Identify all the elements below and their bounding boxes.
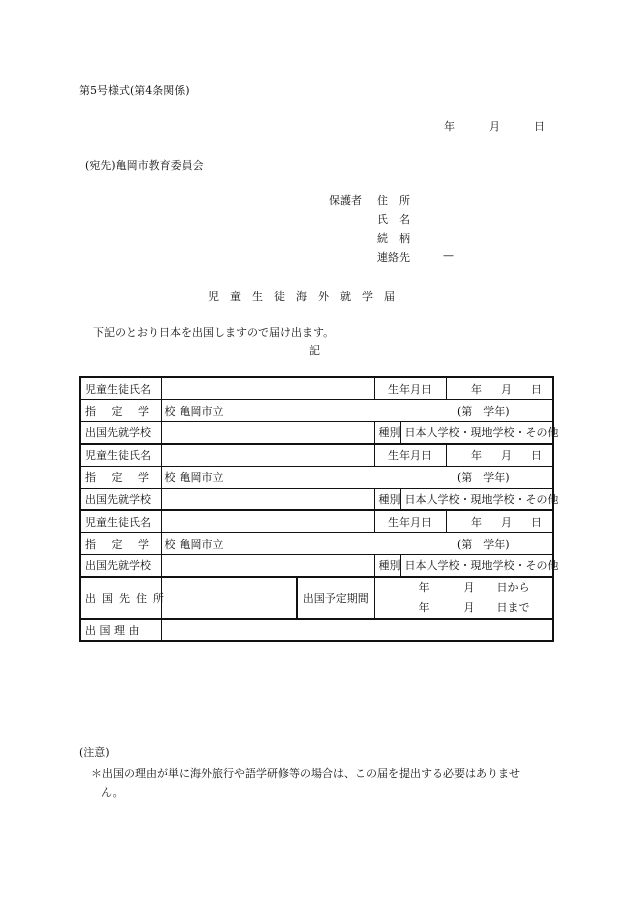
type-label: 種別 bbox=[374, 488, 400, 510]
guardian-name-label: 氏 名 bbox=[377, 213, 410, 226]
student-name-label: 児童生徒氏名 bbox=[80, 377, 161, 400]
grade-field: (第 学年) bbox=[457, 537, 510, 551]
form-number: 第5号様式(第4条関係) bbox=[79, 84, 190, 97]
period-to-suffix: 日まで bbox=[496, 600, 530, 614]
student-2-name-row bbox=[80, 444, 553, 467]
designated-school-label: 指 定 学 校 bbox=[80, 466, 161, 488]
reason-row bbox=[80, 619, 553, 641]
guardian-heading: 保護者 bbox=[329, 194, 362, 207]
student-name-label: 児童生徒氏名 bbox=[80, 444, 161, 467]
student-2-school-row bbox=[80, 466, 553, 488]
departure-period-field[interactable] bbox=[374, 577, 553, 619]
student-3-dest-row bbox=[80, 555, 553, 577]
date-line: 年 月 日 bbox=[444, 120, 549, 133]
type-label: 種別 bbox=[374, 422, 400, 444]
notes-line-2: ん。 bbox=[101, 786, 124, 799]
dob-field[interactable]: 年 月 日 bbox=[471, 382, 546, 396]
dest-school-field[interactable] bbox=[161, 422, 374, 444]
guardian-contact-label: 連絡先 bbox=[377, 251, 410, 264]
dest-school-label: 出国先就学校 bbox=[80, 488, 161, 510]
notes-heading: (注意) bbox=[79, 746, 110, 759]
student-name-label: 児童生徒氏名 bbox=[80, 510, 161, 533]
student-1-dest-row bbox=[80, 422, 553, 444]
type-options[interactable]: 日本人学校・現地学校・その他 bbox=[400, 488, 553, 510]
student-name-field[interactable] bbox=[161, 510, 374, 533]
dob-field[interactable]: 年 月 日 bbox=[471, 515, 546, 529]
dest-school-field[interactable] bbox=[161, 488, 374, 510]
type-options[interactable]: 日本人学校・現地学校・その他 bbox=[400, 555, 553, 577]
student-3-name-row bbox=[80, 510, 553, 533]
student-name-field[interactable] bbox=[161, 377, 374, 400]
designated-school-label: 指 定 学 校 bbox=[80, 400, 161, 422]
dob-field[interactable]: 年 月 日 bbox=[471, 449, 546, 462]
guardian-relation-label: 続 柄 bbox=[377, 232, 410, 245]
notes-line-1: ＊出国の理由が単に海外旅行や語学研修等の場合は、この届を提出する必要はありませ bbox=[91, 767, 520, 780]
departure-row bbox=[80, 577, 553, 619]
addressee: (宛先)亀岡市教育委員会 bbox=[85, 159, 204, 172]
period-to-year: 年 bbox=[418, 600, 430, 614]
period-to-month: 月 bbox=[463, 600, 475, 614]
departure-reason-field[interactable] bbox=[161, 619, 553, 641]
student-1-school-row bbox=[80, 400, 553, 422]
departure-period-label: 出国予定期間 bbox=[297, 577, 374, 619]
dob-label: 生年月日 bbox=[375, 445, 447, 466]
designated-school-value: 亀岡市立 bbox=[179, 537, 224, 551]
period-from-year: 年 bbox=[418, 580, 430, 594]
period-from-suffix: 日から bbox=[496, 580, 530, 594]
designated-school-value: 亀岡市立 bbox=[179, 471, 224, 484]
guardian-contact-dash: — bbox=[443, 249, 454, 262]
dob-label: 生年月日 bbox=[375, 511, 447, 532]
dest-school-field[interactable] bbox=[161, 555, 374, 577]
grade-field: (第 学年) bbox=[457, 404, 510, 418]
application-table bbox=[79, 376, 559, 642]
departure-reason-label: 出 国 理 由 bbox=[80, 619, 161, 641]
type-options[interactable]: 日本人学校・現地学校・その他 bbox=[400, 422, 553, 444]
type-label: 種別 bbox=[374, 555, 400, 577]
departure-address-label: 出国先住所 bbox=[80, 577, 161, 619]
ki-mark: 記 bbox=[309, 344, 320, 357]
dest-school-label: 出国先就学校 bbox=[80, 555, 161, 577]
guardian-address-label: 住 所 bbox=[377, 194, 410, 207]
designated-school-label: 指 定 学 校 bbox=[80, 533, 161, 555]
student-3-school-row bbox=[80, 533, 553, 555]
student-1-name-row bbox=[80, 377, 553, 400]
student-name-field[interactable] bbox=[161, 444, 374, 467]
dest-school-label: 出国先就学校 bbox=[80, 422, 161, 444]
grade-field: (第 学年) bbox=[457, 471, 510, 484]
document-title: 児 童 生 徒 海 外 就 学 届 bbox=[208, 290, 395, 303]
student-2-dest-row bbox=[80, 488, 553, 510]
designated-school-value: 亀岡市立 bbox=[179, 404, 224, 418]
intro-text: 下記のとおり日本を出国しますので届け出ます。 bbox=[93, 326, 335, 339]
period-from-month: 月 bbox=[463, 580, 475, 594]
departure-address-field[interactable] bbox=[161, 577, 297, 619]
dob-label: 生年月日 bbox=[375, 378, 447, 399]
